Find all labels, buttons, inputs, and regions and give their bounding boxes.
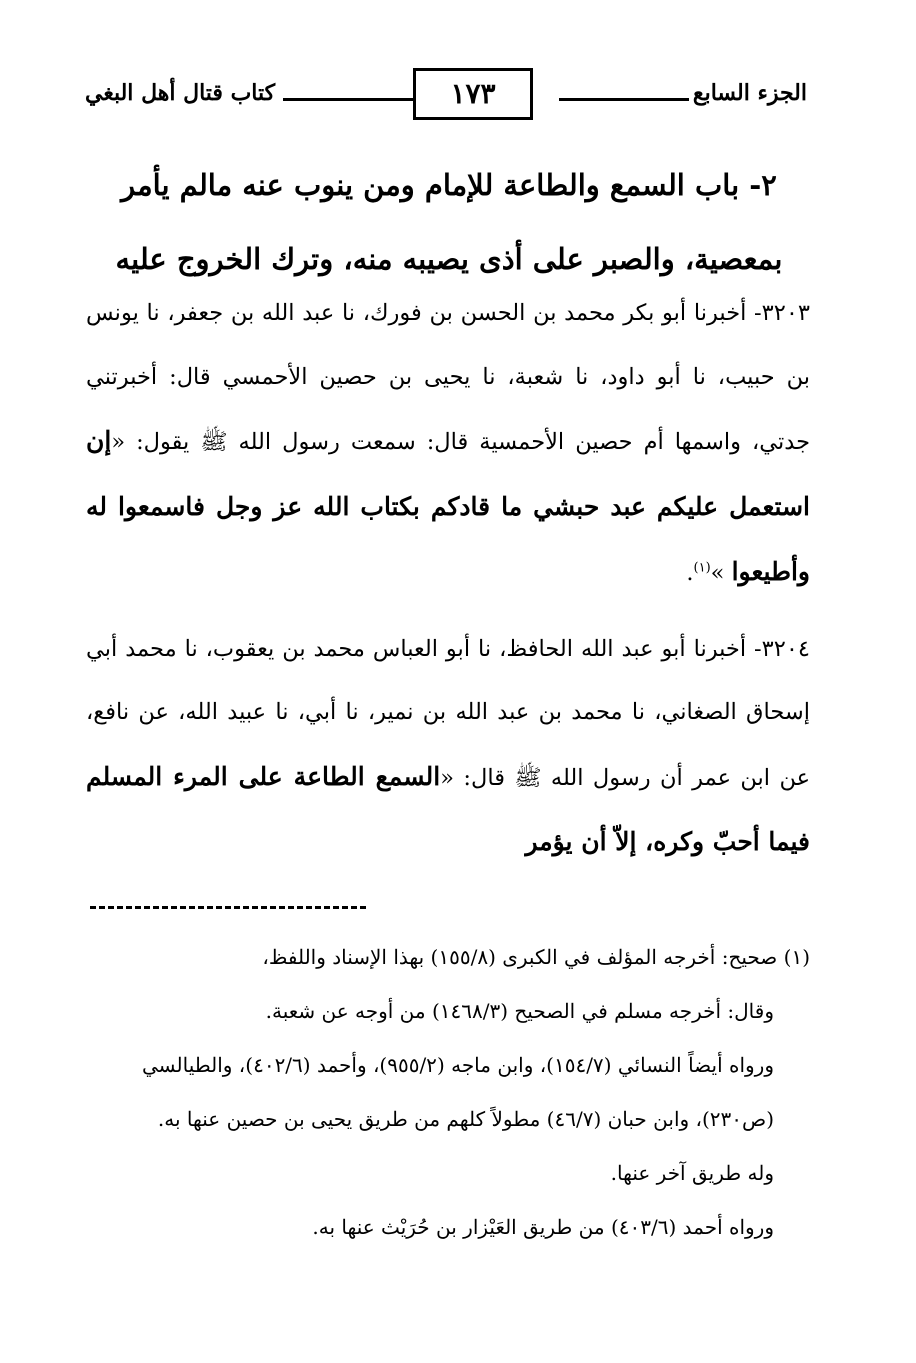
hadith-3203-end: .	[686, 560, 694, 586]
running-header	[85, 68, 807, 128]
book-title: كتاب قتال أهل البغي	[85, 80, 276, 106]
footnote-separator	[90, 906, 366, 909]
footnote-reference: (١)	[693, 560, 711, 576]
footnote-line: ورواه أيضاً النسائي (١٥٤/٧)، وابن ماجه (٩٥٥/٢)، وأحمد (٤٠٢/٦)، والطيالسي (ص٢٣٠)، وابن حبان (٤٦/٧) مطولاً كلهم من طريق يحيى بن حصين عنها به.	[142, 1053, 774, 1131]
footnote-line: (١) صحيح: أخرجه المؤلف في الكبرى (١٥٥/٨) بهذا الإسناد واللفظ،	[262, 945, 810, 969]
footnote-line: ورواه أحمد (٤٠٣/٦) من طريق العَيْزار بن حُرَيْث عنها به.	[312, 1215, 774, 1239]
volume-label: الجزء السابع	[692, 80, 807, 106]
header-rule-right	[559, 98, 689, 101]
hadith-3203-close: »	[710, 560, 725, 586]
footnotes	[86, 930, 810, 1254]
footnote-line: وله طريق آخر عنها.	[610, 1161, 774, 1185]
chapter-heading-line1: ٢- باب السمع والطاعة للإمام ومن ينوب عنه مالم يأمر	[121, 168, 777, 202]
chapter-heading	[90, 148, 808, 296]
hadith-3203-text: ٣٢٠٣- أخبرنا أبو بكر محمد بن الحسن بن فورك، نا عبد الله بن جعفر، نا يونس بن حبيب، نا أبو داود، نا شعبة، نا يحيى بن حصين الأحمسي قال: أخبرتني جدتي، واسمها أم حصين الأحمسية قال: سمعت رسول الله ﷺ يقول: «	[86, 300, 810, 455]
page-number: ١٧٣	[413, 68, 533, 120]
hadith-3203-matn: إن استعمل عليكم عبد حبشي ما قادكم بكتاب الله عز وجل فاسمعوا له وأطيعوا	[86, 426, 810, 586]
hadith-3204-matn: السمع الطاعة على المرء المسلم فيما أحبّ وكره، إلاّ أن يؤمر	[86, 761, 810, 856]
hadith-3204-text: ٣٢٠٤- أخبرنا أبو عبد الله الحافظ، نا أبو العباس محمد بن يعقوب، نا محمد أبي إسحاق الصغاني، نا محمد بن عبد الله بن نمير، نا أبي، نا عبيد الله، عن نافع، عن ابن عمر أن رسول الله ﷺ قال: «	[86, 635, 811, 791]
hadith-3203	[86, 282, 810, 606]
main-text	[86, 282, 810, 876]
chapter-heading-line2: بمعصية، والصبر على أذى يصيبه منه، وترك الخروج عليه	[115, 242, 783, 276]
footnote-line: وقال: أخرجه مسلم في الصحيح (١٤٦٨/٣) من أوجه عن شعبة.	[265, 999, 774, 1023]
header-rule-left	[283, 98, 413, 101]
hadith-3204	[86, 618, 810, 876]
